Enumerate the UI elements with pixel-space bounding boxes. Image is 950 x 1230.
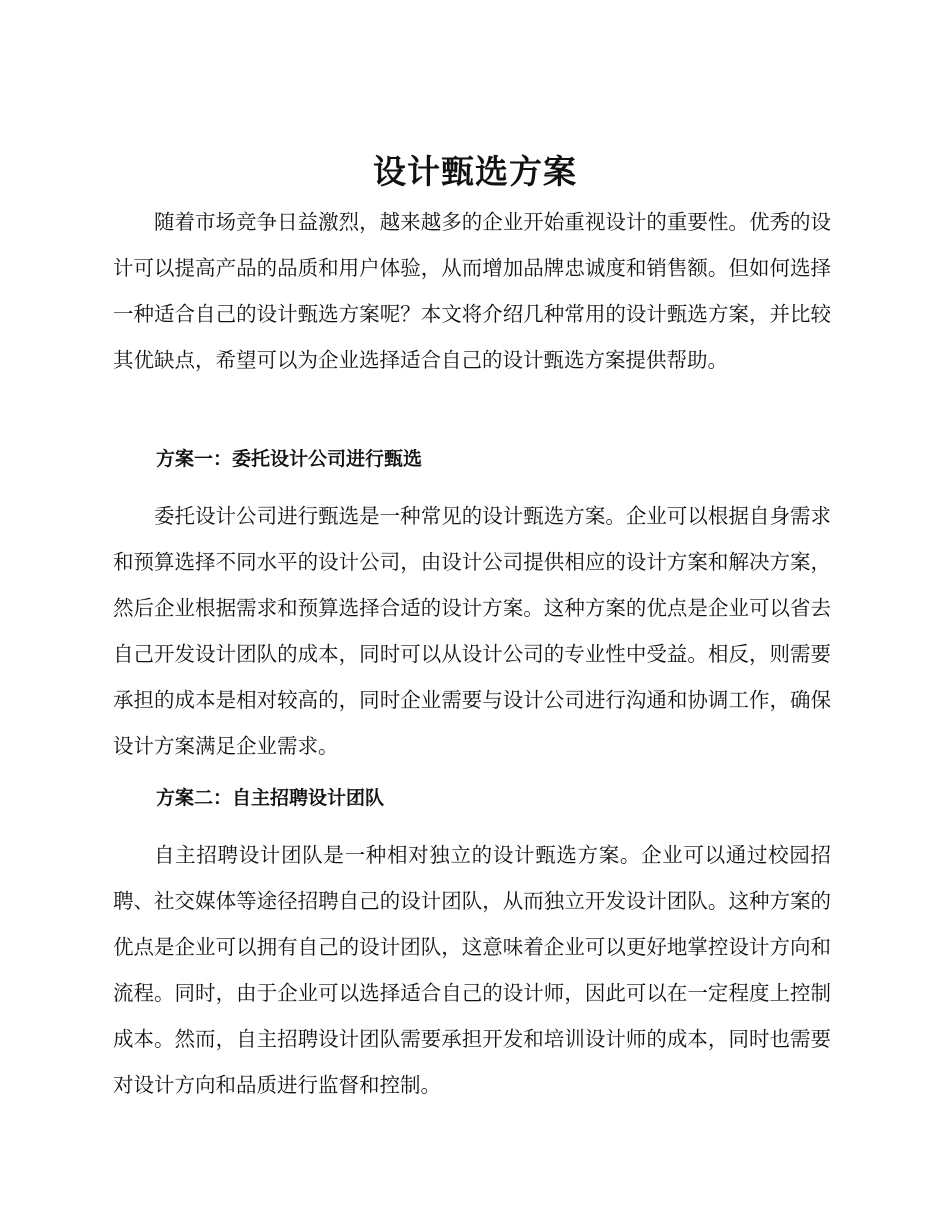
section-heading-option-1: 方案一：委托设计公司进行甄选 xyxy=(156,448,423,470)
document-title: 设计甄选方案 xyxy=(373,152,577,191)
section-paragraph-option-1: 委托设计公司进行甄选是一种常见的设计甄选方案。企业可以根据自身需求和预算选择不同水平的设计公司，由设计公司提供相应的设计方案和解决方案，然后企业根据需求和预算选择合适的设计方案。这种方案的优点是企业可以省去自己开发设计团队的成本，同时可以从设计公司的专业性中受益。相反，则需要承担的成本是相对较高的，同时企业需要与设计公司进行沟通和协调工作，确保设计方案满足企业需求。 xyxy=(113,504,831,758)
intro-paragraph: 随着市场竞争日益激烈，越来越多的企业开始重视设计的重要性。优秀的设计可以提高产品的品质和用户体验，从而增加品牌忠诚度和销售额。但如何选择一种适合自己的设计甄选方案呢？本文将介绍几种常用的设计甄选方案，并比较其优缺点，希望可以为企业选择适合自己的设计甄选方案提供帮助。 xyxy=(113,210,831,372)
section-paragraph-option-2: 自主招聘设计团队是一种相对独立的设计甄选方案。企业可以通过校园招聘、社交媒体等途径招聘自己的设计团队，从而独立开发设计团队。这种方案的优点是企业可以拥有自己的设计团队，这意味着企业可以更好地掌控设计方向和流程。同时，由于企业可以选择适合自己的设计师，因此可以在一定程度上控制成本。然而，自主招聘设计团队需要承担开发和培训设计师的成本，同时也需要对设计方向和品质进行监督和控制。 xyxy=(113,843,831,1097)
section-heading-option-2: 方案二：自主招聘设计团队 xyxy=(156,787,385,809)
